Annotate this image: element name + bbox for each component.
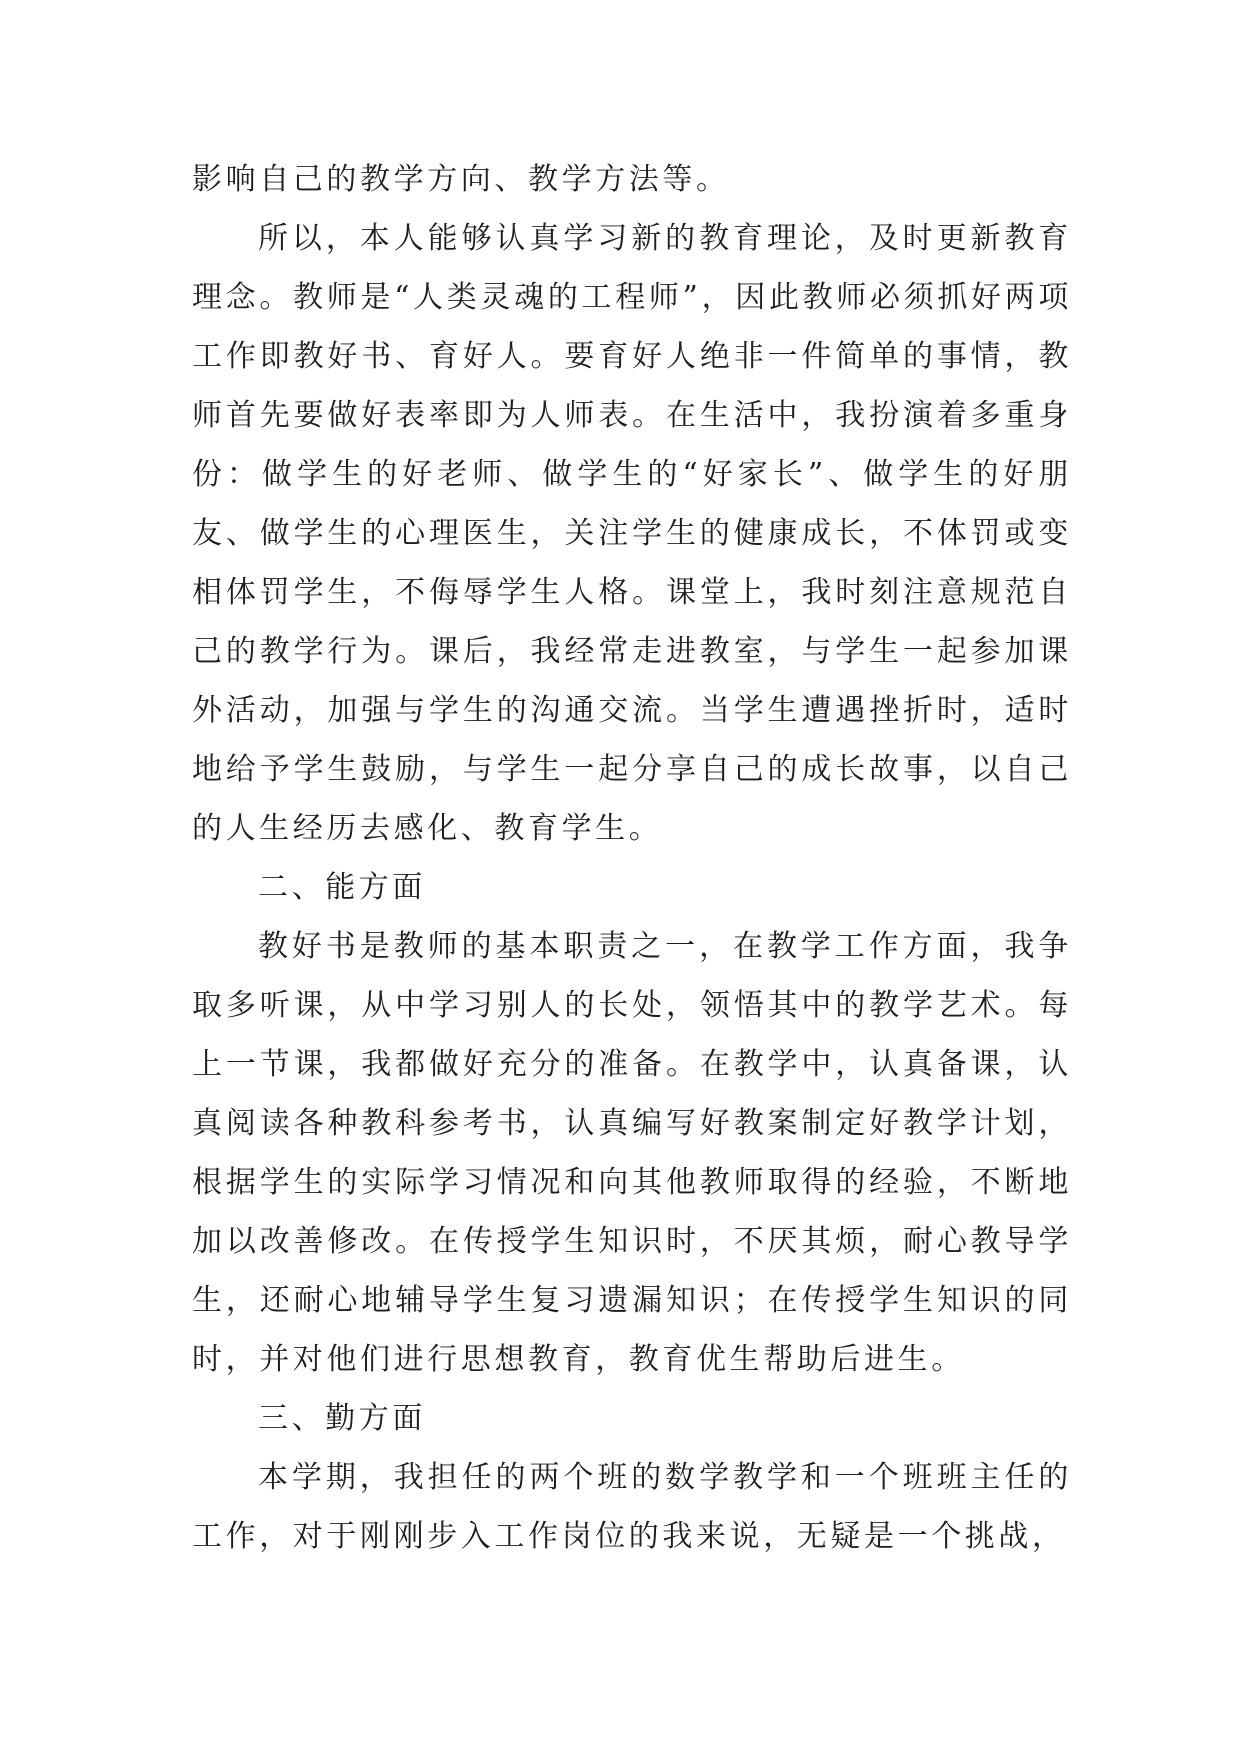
document-body: [192, 150, 1072, 1566]
paragraph-education-philosophy: 所以，本人能够认真学习新的教育理论，及时更新教育理念。教师是“人类灵魂的工程师”，因此教师必须抓好两项工作即教好书、育好人。要育好人绝非一件简单的事情，教师首先要做好表率即为人师表。在生活中，我扮演着多重身份：做学生的好老师、做学生的“好家长”、做学生的好朋友、做学生的心理医生，关注学生的健康成长，不体罚或变相体罚学生，不侮辱学生人格。课堂上，我时刻注意规范自己的教学行为。课后，我经常走进教室，与学生一起参加课外活动，加强与学生的沟通交流。当学生遭遇挫折时，适时地给予学生鼓励，与学生一起分享自己的成长故事，以自己的人生经历去感化、教育学生。: [192, 221, 1072, 846]
paragraph-teaching-work: 教好书是教师的基本职责之一，在教学工作方面，我争取多听课，从中学习别人的长处，领悟其中的教学艺术。每上一节课，我都做好充分的准备。在教学中，认真备课，认真阅读各种教科参考书，认真编写好教案制定好教学计划，根据学生的实际学习情况和向其他教师取得的经验，不断地加以改善修改。在传授学生知识时，不厌其烦，耐心教导学生，还耐心地辅导学生复习遗漏知识；在传授学生知识的同时，并对他们进行思想教育，教育优生帮助后进生。: [192, 929, 1072, 1377]
paragraph-continuation: 影响自己的教学方向、教学方法等。: [192, 162, 730, 197]
section-heading-diligence: 三、勤方面: [258, 1401, 426, 1436]
paragraph-semester-duties: 本学期，我担任的两个班的数学教学和一个班班主任的工作，对于刚刚步入工作岗位的我来说，无疑是一个挑战，: [192, 1460, 1072, 1554]
section-heading-ability: 二、能方面: [258, 870, 426, 905]
